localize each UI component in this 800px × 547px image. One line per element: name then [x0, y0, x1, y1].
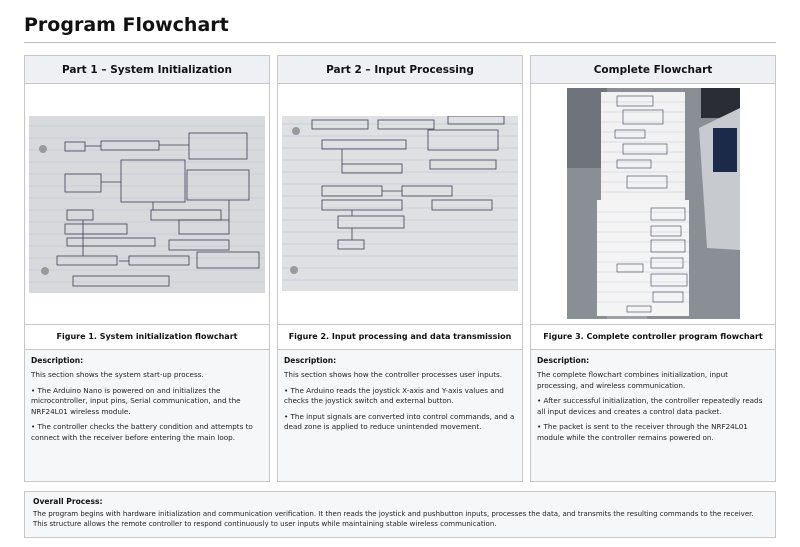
overall-process-label: Overall Process: — [33, 497, 103, 506]
description-text: This section shows the system start-up process. — [31, 370, 204, 379]
description-bullet: • The input signals are converted into control commands, and a dead zone is applied to reduce unintended movement. — [284, 411, 515, 432]
panel-header: Complete Flowchart — [531, 56, 775, 84]
overall-process-text: The program begins with hardware initialization and communication verification. It then reads the joystick and pushbutton inputs, processes the data, and transmits the resulting commands to the receiver. This structure allows the remote controller to respond continuously to user inputs while maintaining stable wireless communication. — [33, 510, 754, 529]
description-bullet: • The Arduino reads the joystick X-axis and Y-axis values and checks the joystick switch and external button. — [284, 385, 504, 406]
panel-system-initialization — [24, 55, 270, 482]
overall-process-box — [24, 491, 776, 538]
description-text: This section shows how the controller processes user inputs. — [284, 370, 503, 379]
title-divider — [24, 42, 776, 43]
figure-image-area — [278, 84, 522, 325]
description-text: The complete flowchart combines initialization, input processing, and wireless communication. — [537, 370, 728, 390]
description-bullet: • After successful initialization, the controller repeatedly reads all input devices and creates a control data packet. — [537, 396, 763, 416]
description-bullet: • The Arduino Nano is powered on and initializes the microcontroller, input pins, Serial communication, and the NRF24L01 wireless module. — [31, 385, 241, 416]
description-box — [531, 350, 775, 481]
flowchart-photo-part2 — [282, 116, 518, 291]
panel-header: Part 2 – Input Processing — [278, 56, 522, 84]
figure-caption: Figure 2. Input processing and data transmission — [278, 325, 522, 350]
page-title: Program Flowchart — [24, 14, 229, 36]
panel-input-processing — [277, 55, 523, 482]
figure-image-area — [531, 84, 775, 325]
description-box — [25, 350, 269, 481]
figure-image-area — [25, 84, 269, 325]
figure-caption: Figure 1. System initialization flowchart — [25, 325, 269, 350]
description-bullet: • The packet is sent to the receiver through the NRF24L01 module while the controller remains powered on. — [537, 422, 748, 442]
figure-caption: Figure 3. Complete controller program flowchart — [531, 325, 775, 350]
flowchart-photo-part1 — [29, 116, 265, 293]
description-label: Description: — [31, 356, 84, 365]
panel-complete-flowchart — [530, 55, 776, 482]
description-label: Description: — [284, 356, 337, 365]
description-bullet: • The controller checks the battery condition and attempts to connect with the receiver before entering the main loop. — [31, 422, 253, 442]
panel-header: Part 1 – System Initialization — [25, 56, 269, 84]
description-label: Description: — [537, 356, 590, 365]
flowchart-photo-complete — [567, 88, 740, 319]
description-box — [278, 350, 522, 481]
